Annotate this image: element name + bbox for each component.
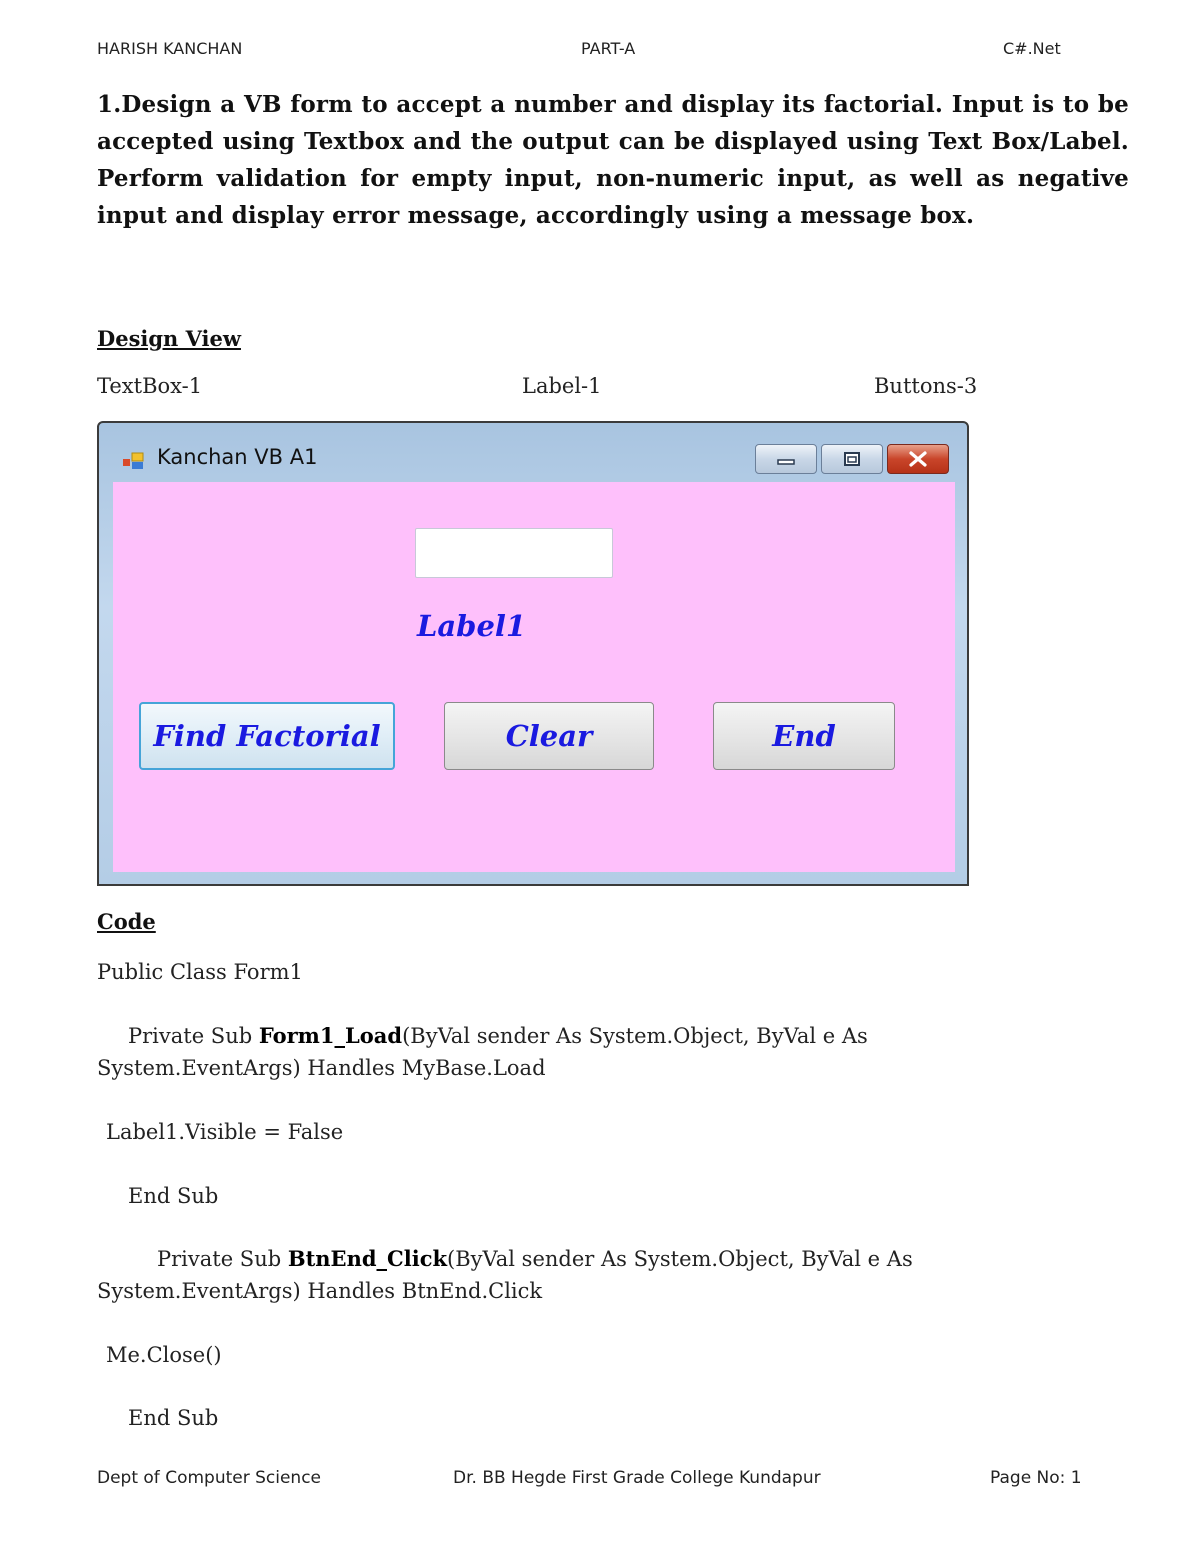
textbox-count: TextBox-1	[97, 374, 203, 398]
code-btnend-end: End Sub	[128, 1406, 219, 1430]
design-view-heading: Design View	[97, 326, 241, 351]
maximize-icon	[841, 451, 863, 467]
window-title: Kanchan VB A1	[157, 445, 318, 469]
footer-college: Dr. BB Hegde First Grade College Kundapur	[453, 1468, 821, 1488]
code-load-end: End Sub	[128, 1184, 219, 1208]
code-load-body: Label1.Visible = False	[106, 1120, 344, 1144]
number-input[interactable]	[415, 528, 613, 578]
end-button[interactable]: End	[713, 702, 895, 770]
question-text: 1.Design a VB form to accept a number and display its factorial. Input is to be accepted using Textbox and the output can be displayed using Text Box/Label. Perform validation for empty input, non-numeric input, as well as negative input and display error message, accordingly using a message box.	[97, 91, 1129, 229]
result-label: Label1	[417, 609, 527, 643]
header-author: HARISH KANCHAN	[97, 39, 243, 58]
find-factorial-button[interactable]: Find Factorial	[139, 702, 395, 770]
code-load-handles: System.EventArgs) Handles MyBase.Load	[97, 1056, 546, 1080]
header-subject: C#.Net	[1003, 39, 1061, 58]
code-keyword: Private Sub	[128, 1024, 259, 1048]
form-window	[97, 421, 969, 886]
close-button[interactable]	[887, 444, 949, 474]
code-btnend-signature	[157, 1243, 913, 1275]
close-icon	[906, 450, 930, 468]
buttons-count: Buttons-3	[874, 374, 978, 398]
footer-department: Dept of Computer Science	[97, 1468, 322, 1488]
code-load-signature	[128, 1020, 868, 1052]
code-params: (ByVal sender As System.Object, ByVal e As	[447, 1247, 913, 1271]
code-method-name: BtnEnd_Click	[287, 1246, 448, 1271]
code-btnend-handles: System.EventArgs) Handles BtnEnd.Click	[97, 1279, 543, 1303]
header-part: PART-A	[581, 39, 636, 58]
label-count: Label-1	[522, 374, 602, 398]
clear-button[interactable]: Clear	[444, 702, 654, 770]
minimize-button[interactable]	[755, 444, 817, 474]
title-bar[interactable]	[99, 423, 967, 483]
code-class-line: Public Class Form1	[97, 960, 303, 984]
minimize-icon	[775, 452, 797, 466]
app-form-icon	[123, 451, 145, 471]
footer-page-number: Page No: 1	[990, 1468, 1082, 1488]
code-heading: Code	[97, 909, 156, 934]
code-method-name: Form1_Load	[258, 1023, 403, 1048]
form-client-area	[113, 482, 955, 872]
maximize-button[interactable]	[821, 444, 883, 474]
code-keyword: Private Sub	[157, 1247, 288, 1271]
code-btnend-body: Me.Close()	[106, 1343, 222, 1367]
code-params: (ByVal sender As System.Object, ByVal e As	[402, 1024, 868, 1048]
